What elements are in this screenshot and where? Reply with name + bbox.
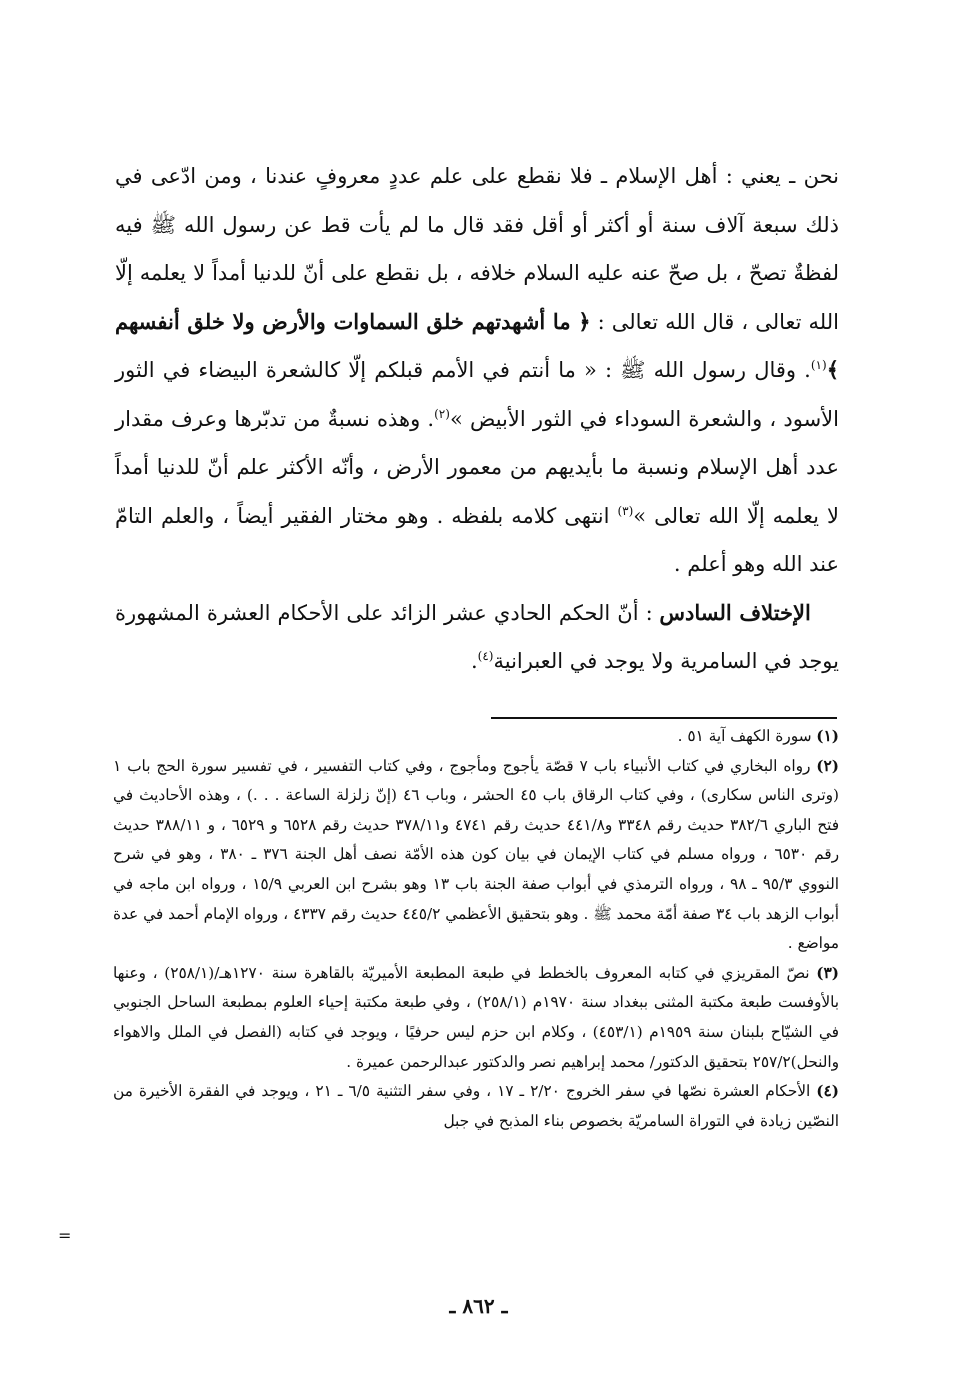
footnote [113,959,839,1077]
main-paragraph [115,152,839,589]
section-heading: الإختلاف السادس [659,599,811,625]
text-run: نحن ـ يعني : أهل الإسلام ـ فلا نقطع على علم عددٍ معروفٍ عندنا ، ومن ادّعى في ذلك سبعة آلاف سنة أو أكثر أو أقل فقد قال ما لم يأت قط عن رسول الله ﷺ فيه لفظةٌ تصحّ ، بل صحّ عنه عليه السلام خلافه ، بل نقطع على أنّ للدنيا أمداً لا يعلمه إلّا الله تعالى ، قال الله تعالى : [115,164,839,334]
main-paragraph [115,589,839,686]
text-run: انتهى كلامه بلفظه . وهو مختار الفقير أيضاً ، والعلم التامّ عند الله وهو أعلم . [115,503,839,576]
text-run: : أنّ الحكم الحادي عشر الزائد على الأحكام العشرة المشهورة يوجد في السامرية ولا يوجد في العبرانية [115,600,839,673]
text-run: . وقال رسول الله ﷺ : « ما أنتم في الأمم قبلكم إلّا كالشعرة البيضاء في الثور الأسود ، والشعرة السوداء في الثور الأبيض » [115,358,839,431]
footnote-number: (١) [816,727,839,745]
footnote-text: سورة الكهف آية ٥١ . [677,727,817,745]
footnotes [113,722,839,1136]
footnote [113,752,839,959]
quran-verse: ﴿ ما أشهدتهم خلق السماوات والأرض ولا خلق أنفسهم ﴾ [115,308,839,382]
footnote-text: رواه البخاري في كتاب الأنبياء باب ٧ قصّة يأجوج ومأجوج ، وفي كتاب التفسير ، في تفسير سورة الحج باب ١ (وترى الناس سكارى) ، وفي كتاب الرقاق باب ٤٥ الحشر ، وباب ٤٦ (إنّ زلزلة الساعة . . .) ، وهذه الأحاديث في فتح الباري ٣٨٢/٦ حديث رقم ٣٣٤٨ و٤٤١/٨ حديث رقم ٤٧٤١ و٣٧٨/١١ حديث رقم ٦٥٢٨ و ٦٥٢٩ ، و ٣٨٨/١١ حديث رقم ٦٥٣٠ ، ورواه مسلم في كتاب الإيمان في بيان كون هذه الأمّة نصف أهل الجنة ٣٧٦ ـ ٣٨٠ ، وهو في شرح النووي ٩٥/٣ ـ ٩٨ ، ورواه الترمذي في أبواب صفة الجنة باب ١٣ وهو بشرح ابن العربي ١٥/٩ ، ورواه ابن ماجه في أبواب الزهد باب ٣٤ صفة أمّة محمد ﷺ . وهو بتحقيق الأعظمي ٤٤٥/٢ حديث رقم ٤٣٣٧ ، ورواه الإمام أحمد في عدة مواضع . [113,756,840,953]
footnote-number: (٣) [816,963,839,982]
main-text-body [115,152,839,686]
page-number: ـ ٨٦٢ ـ [449,1294,508,1318]
footnote-separator [491,717,837,719]
footnote-number: (٤) [816,1082,839,1101]
text-run: . وهذه نسبةٌ من تدبّرها وعرف مقدار عدد أهل الإسلام ونسبة ما بأيديهم من معمور الأرض ، وأنّه الأكثر علم أنّ للدنيا أمداً لا يعلمه إلّا الله تعالى » [115,406,839,528]
footnote-ref: (٢) [434,406,450,421]
footnote-number: (٢) [816,756,840,775]
footnote-text: الأحكام العشرة نصّها في سفر الخروج ٢/٢٠ ـ ١٧ ، وفي سفر التثنية ٦/٥ ـ ٢١ ، ويوجد في الفقرة الأخيرة من النصّين زيادة في التوراة السامريّة بخصوص بناء المذبح في جبل [113,1082,839,1130]
footnote [113,722,839,752]
continuation-mark: = [58,1226,72,1245]
text-run: . [470,649,478,673]
footnote-ref: (٤) [477,649,494,663]
footnote [113,1077,839,1136]
footnote-ref: (٣) [617,503,634,518]
footnote-text: نصّ المقريزي في كتابه المعروف بالخطط في طبعة المطبعة الأميريّة بالقاهرة سنة ١٢٧٠هـ/(٢٥٨/١) ، وعنها بالأوفست طبعة مكتبة المثنى ببغداد سنة ١٩٧٠م (٢٥٨/١) ، وفي طبعة مكتبة إحياء العلوم بمطبعة الساحل الجنوبي في الشيّاح بلبنان سنة ١٩٥٩م (٤٥٣/١) ، وكلام ابن حزم ليس حرفيًا ، ويوجد في كتابه (الفصل في الملل والاهواء والنحل)٢٥٧/٢ بتحقيق الدكتور/ محمد إبراهيم نصر والدكتور عبدالرحمن عميرة . [113,963,840,1071]
footnote-ref: (١) [810,358,827,372]
